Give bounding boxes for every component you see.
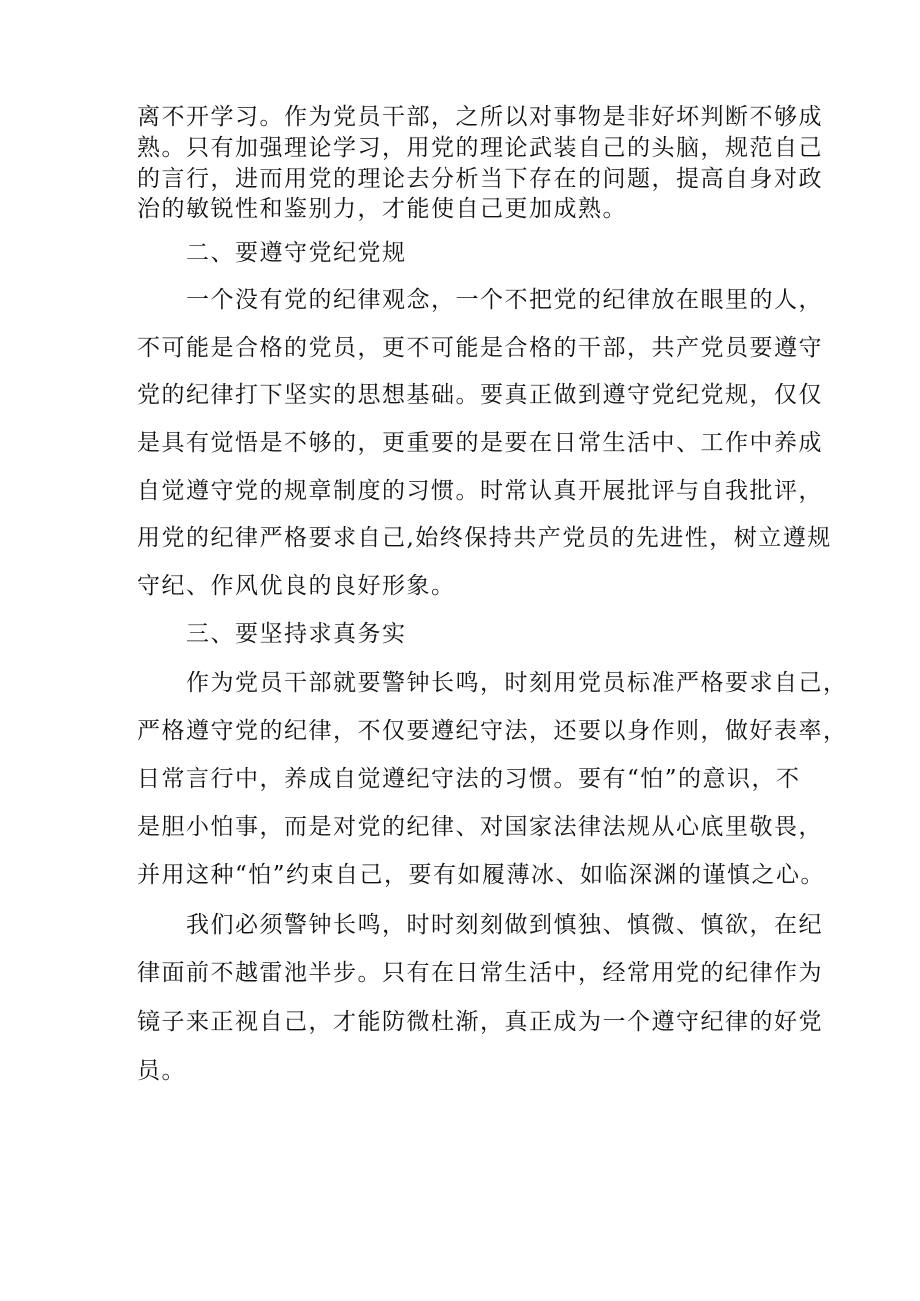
paragraph-1-line-4: 治的敏锐性和鉴别力，才能使自己更加成熟。 bbox=[137, 196, 627, 222]
paragraph-4-line-4: 员。 bbox=[137, 1058, 186, 1084]
paragraph-1-line-3: 的言行，进而用党的理论去分析当下存在的问题，提高自身对政 bbox=[137, 166, 823, 192]
paragraph-2-line-1: 一个没有党的纪律观念，一个不把党的纪律放在眼里的人， bbox=[186, 287, 823, 313]
paragraph-2-line-4: 是具有觉悟是不够的，更重要的是要在日常生活中、工作中养成 bbox=[137, 430, 823, 456]
paragraph-2-line-6: 用党的纪律严格要求自己,始终保持共产党员的先进性，树立遵规 bbox=[137, 525, 832, 551]
paragraph-2-line-7: 守纪、作风优良的良好形象。 bbox=[137, 573, 456, 599]
section-heading-3: 三、要坚持求真务实 bbox=[186, 621, 407, 647]
paragraph-3-line-5: 并用这种“怕”约束自己，要有如履薄冰、如临深渊的谨慎之心。 bbox=[137, 862, 826, 888]
section-heading-2: 二、要遵守党纪党规 bbox=[186, 240, 407, 266]
paragraph-1-line-2: 熟。只有加强理论学习，用党的理论武装自己的头脑，规范自己 bbox=[137, 135, 823, 161]
paragraph-3-line-4: 是胆小怕事，而是对党的纪律、对国家法律法规从心底里敬畏， bbox=[137, 814, 823, 840]
paragraph-2-line-3: 党的纪律打下坚实的思想基础。要真正做到遵守党纪党规，仅仅 bbox=[137, 382, 823, 408]
paragraph-3-line-1: 作为党员干部就要警钟长鸣，时刻用党员标准严格要求自己， bbox=[186, 670, 848, 696]
paragraph-4-line-3: 镜子来正视自己，才能防微杜渐，真正成为一个遵守纪律的好党 bbox=[137, 1009, 823, 1035]
paragraph-4-line-2: 律面前不越雷池半步。只有在日常生活中，经常用党的纪律作为 bbox=[137, 960, 823, 986]
paragraph-1-line-1: 离不开学习。作为党员干部，之所以对事物是非好坏判断不够成 bbox=[137, 104, 823, 130]
paragraph-4-line-1: 我们必须警钟长鸣，时时刻刻做到慎独、慎微、慎欲，在纪 bbox=[186, 912, 823, 938]
paragraph-3-line-2: 严格遵守党的纪律，不仅要遵纪守法，还要以身作则，做好表率， bbox=[137, 718, 848, 744]
paragraph-2-line-5: 自觉遵守党的规章制度的习惯。时常认真开展批评与自我批评， bbox=[137, 478, 823, 504]
paragraph-2-line-2: 不可能是合格的党员，更不可能是合格的干部，共产党员要遵守 bbox=[137, 335, 823, 361]
paragraph-3-line-3: 日常言行中，养成自觉遵纪守法的习惯。要有“怕”的意识，不 bbox=[137, 766, 801, 792]
